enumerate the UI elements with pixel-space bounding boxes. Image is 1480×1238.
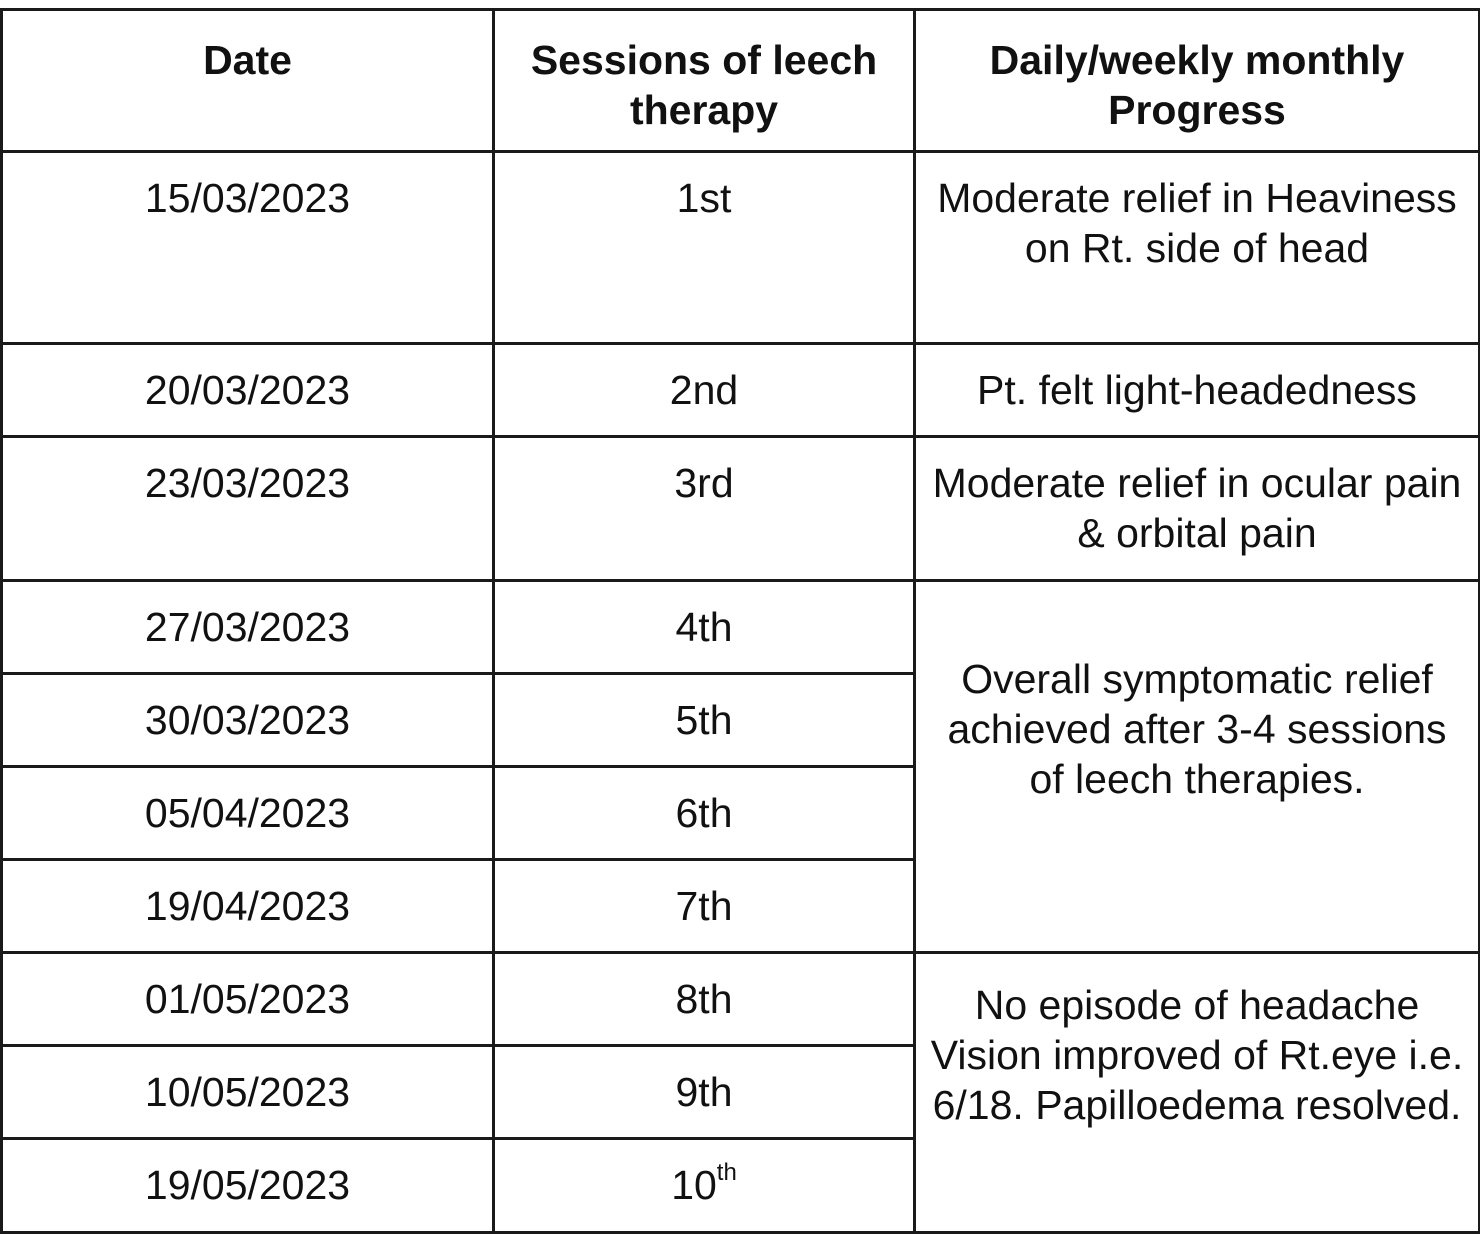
progress-cell: Moderate relief in Heaviness on Rt. side of head [915, 152, 1480, 344]
session-cell: 2nd [494, 344, 915, 437]
table-row [2, 581, 1480, 674]
table-row [2, 152, 1480, 344]
session-number: 10 [671, 1162, 717, 1208]
session-cell: 5th [494, 674, 915, 767]
session-cell: 6th [494, 767, 915, 860]
leech-therapy-progress-table [0, 8, 1480, 1234]
session-cell: 4th [494, 581, 915, 674]
progress-cell-merged: No episode of headache Vision improved of Rt.eye i.e. 6/18. Papilloedema resolved. [915, 953, 1480, 1233]
session-ordinal-suffix: th [716, 1159, 737, 1187]
table-header-row [2, 10, 1480, 152]
date-cell: 27/03/2023 [2, 581, 494, 674]
date-cell: 19/04/2023 [2, 860, 494, 953]
session-cell [494, 1139, 915, 1233]
date-cell: 01/05/2023 [2, 953, 494, 1046]
date-cell: 23/03/2023 [2, 437, 494, 581]
date-cell: 19/05/2023 [2, 1139, 494, 1233]
date-cell: 15/03/2023 [2, 152, 494, 344]
progress-cell-merged: Overall symptomatic relief achieved after 3-4 sessions of leech therapies. [915, 581, 1480, 953]
date-cell: 05/04/2023 [2, 767, 494, 860]
header-progress: Daily/weekly monthly Progress [915, 10, 1480, 152]
table-row [2, 437, 1480, 581]
header-date: Date [2, 10, 494, 152]
session-cell: 7th [494, 860, 915, 953]
date-cell: 30/03/2023 [2, 674, 494, 767]
session-cell: 9th [494, 1046, 915, 1139]
progress-cell: Pt. felt light-headedness [915, 344, 1480, 437]
session-cell: 1st [494, 152, 915, 344]
date-cell: 20/03/2023 [2, 344, 494, 437]
table-row [2, 344, 1480, 437]
session-cell: 8th [494, 953, 915, 1046]
table-row [2, 953, 1480, 1046]
progress-cell: Moderate relief in ocular pain & orbital pain [915, 437, 1480, 581]
date-cell: 10/05/2023 [2, 1046, 494, 1139]
header-sessions: Sessions of leech therapy [494, 10, 915, 152]
session-cell: 3rd [494, 437, 915, 581]
